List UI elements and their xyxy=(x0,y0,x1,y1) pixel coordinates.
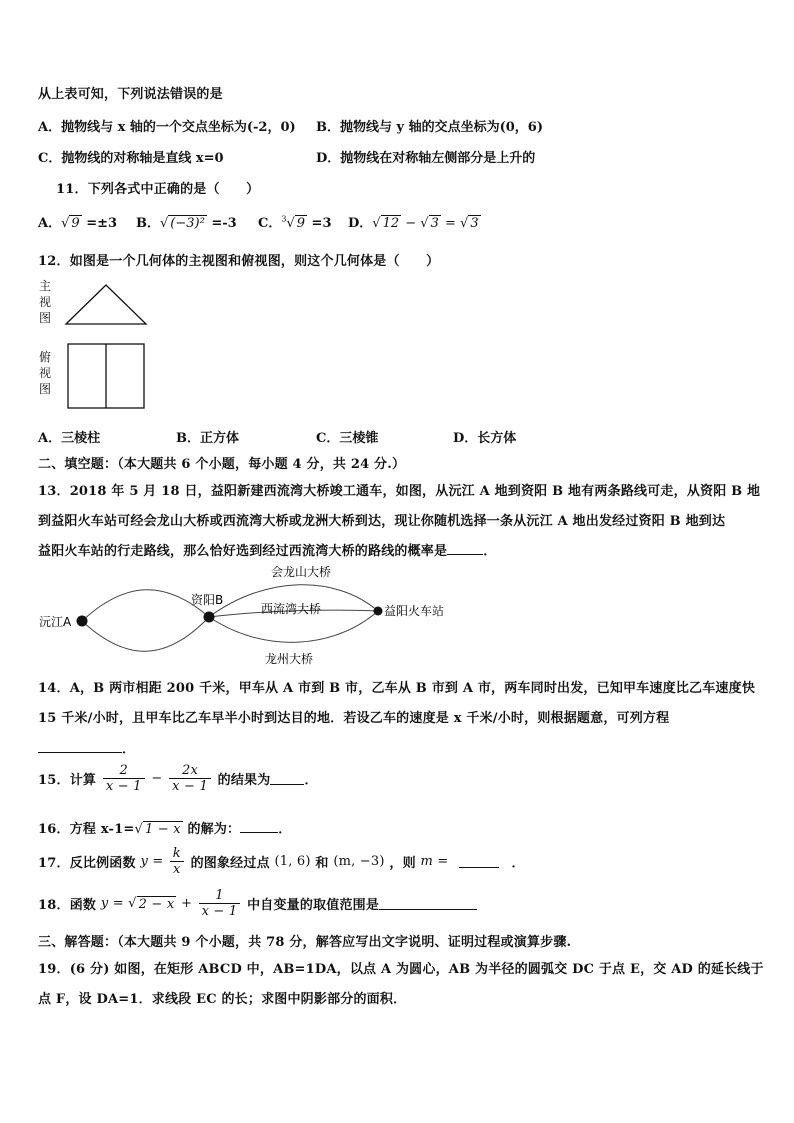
q10-option-c: C．抛物线的对称轴是直线 x=0 xyxy=(38,151,224,166)
q10-option-d: D．抛物线在对称轴左侧部分是上升的 xyxy=(316,151,536,166)
q11-option-c: C．$^3$√ 9 =3 xyxy=(258,214,332,231)
q11-option-d: D．√ 12 − √ 3 = √ 3 xyxy=(348,216,479,231)
q12-front-view-label: 主视图 xyxy=(38,279,51,325)
q13-line-1: 13．2018 年 5 月 18 日，益阳新建西流湾大桥竣工通车，如图，从沅江 A 地到资阳 B 地有两条路线可走，从资阳 B 地 xyxy=(38,484,761,499)
q15-answer-blank[interactable] xyxy=(270,772,304,785)
q14-line-3: ． xyxy=(38,738,135,757)
q13-line-2: 到益阳火车站可经会龙山大桥或西流湾大桥或龙洲大桥到达，现让你随机选择一条从沅江 A 地出发经过资阳 B 地到达 xyxy=(38,514,726,529)
point-b-dot xyxy=(204,612,215,623)
q19-line-1: 19．(6 分) 如图，在矩形 ABCD 中，AB=1DA，以点 A 为圆心，AB 为半径的圆弧交 DC 于点 E，交 AD 的延长线于 xyxy=(38,962,764,977)
q12-option-c: C．三棱锥 xyxy=(316,431,379,446)
q12-front-view-triangle xyxy=(60,280,155,330)
label-xiliuwan-bridge: 西流湾大桥 xyxy=(261,602,322,616)
q16-line: 16．方程 x-1=√ 1 − x 的解为： ． xyxy=(38,822,292,837)
q17-answer-blank[interactable] xyxy=(459,855,499,868)
q13-line-3: 益阳火车站的行走路线，那么恰好选到经过西流湾大桥的路线的概率是 ． xyxy=(38,544,497,559)
q14-line-2: 15 千米/小时，且甲车比乙车早半小时到达目的地．若设乙车的速度是 x 千米/小时，则根据题意，可列方程 xyxy=(38,711,670,726)
q14-line-1: 14．A，B 两市相距 200 千米，甲车从 A 市到 B 市，乙车从 B 市到 A 市，两车同时出发，已知甲车速度比乙车速度快 xyxy=(38,681,756,696)
q14-answer-blank[interactable] xyxy=(38,740,122,753)
q13-answer-blank[interactable] xyxy=(447,542,483,555)
label-yiyang-station: 益阳火车站 xyxy=(384,604,445,618)
q18-line: 18．函数 y = √ 2 − x + $\frac{1}{x - 1}$ 中自变量的取值范围是 xyxy=(38,888,477,919)
label-huilongshan-bridge: 会龙山大桥 xyxy=(271,565,332,579)
intro-line: 从上表可知，下列说法错误的是 xyxy=(38,87,223,102)
q12-top-view-rectangle xyxy=(64,340,150,412)
q17-line: 17．反比例函数 y = $\frac{k}{x}$ 的图象经过点 (1, 6) 和 (m, −3) ，则 m = ． xyxy=(38,846,525,877)
q11-stem: 11．下列各式中正确的是（ ） xyxy=(56,182,260,197)
q11-option-a: A．√ 9 =±3 xyxy=(38,216,118,231)
section-3-heading: 三、解答题：（本大题共 9 个小题，共 78 分，解答应写出文字说明、证明过程或演算步骤. xyxy=(38,935,572,950)
point-a-dot xyxy=(77,616,88,627)
q16-answer-blank[interactable] xyxy=(240,820,278,833)
label-yuanjiang-a: 沅江A xyxy=(39,615,72,629)
q10-option-b: B．抛物线与 y 轴的交点坐标为(0，6) xyxy=(316,120,543,135)
q18-answer-blank[interactable] xyxy=(379,897,477,910)
label-ziyang-b: 资阳B xyxy=(191,593,224,607)
section-2-heading: 二、填空题：（本大题共 6 个小题，每小题 4 分，共 24 分.） xyxy=(38,457,406,472)
q12-stem: 12．如图是一个几何体的主视图和俯视图，则这个几何体是（ ） xyxy=(38,254,440,269)
q12-option-b: B．正方体 xyxy=(176,431,239,446)
label-longzhou-bridge: 龙州大桥 xyxy=(265,652,314,666)
q12-option-a: A．三棱柱 xyxy=(38,431,101,446)
q13-route-diagram xyxy=(36,560,466,670)
q10-option-a: A．抛物线与 x 轴的一个交点坐标为(-2，0) xyxy=(38,120,296,135)
q11-option-b: B．√ (−3)² =-3 xyxy=(136,216,237,231)
q19-line-2: 点 F，设 DA=1．求线段 EC 的长；求图中阴影部分的面积． xyxy=(38,992,407,1007)
q12-top-view-label: 俯视图 xyxy=(38,350,51,396)
q12-option-d: D．长方体 xyxy=(453,431,517,446)
q15-line: 15．计算 $\frac{2}{x - 1}$ − $\frac{2x}{x - 1}$ 的结果为 ． xyxy=(38,763,318,794)
station-dot xyxy=(374,607,383,616)
